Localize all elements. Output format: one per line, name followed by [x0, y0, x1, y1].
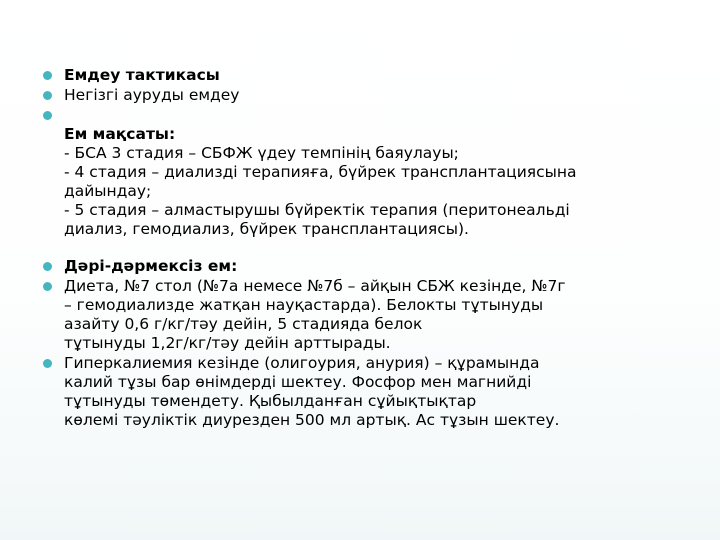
item-line: - БСА 3 стадия – СБФЖ үдеу темпінің баяулауы; [64, 144, 459, 162]
list-item [40, 86, 680, 105]
item-line: калий тұзы бар өнімдерді шектеу. Фосфор мен магнийді [64, 373, 532, 391]
item-text: Емдеу тактикасы [64, 66, 220, 84]
item-line: көлемі тәуліктік диурезден 500 мл артық. Ас тұзын шектеу. [64, 411, 560, 429]
bullet-icon [43, 262, 52, 271]
item-line: - 5 стадия – алмастырушы бүйректік терапия (перитонеальді [64, 201, 570, 219]
item-line: азайту 0,6 г/кг/тәу дейін, 5 стадияда белок [64, 315, 423, 333]
list-item [40, 257, 680, 276]
item-line: дайындау; [64, 182, 152, 200]
item-line: тұтынуды 1,2г/кг/тәу дейін арттырады. [64, 334, 391, 352]
bullet-icon [43, 282, 52, 291]
item-text: Негізгі ауруды емдеу [64, 86, 240, 104]
list-item [40, 354, 680, 430]
item-text: Дәрі-дәрмексіз ем: [64, 257, 238, 275]
item-line: Диета, №7 стол (№7а немесе №7б – айқын СБЖ кезінде, №7г [64, 277, 566, 295]
bullet-icon [43, 111, 52, 120]
item-line: - 4 стадия – диализді терапияға, бүйрек трансплантациясына [64, 163, 577, 181]
list-item [40, 66, 680, 85]
list-item [40, 106, 680, 239]
list-item [40, 277, 680, 353]
bullet-icon [43, 359, 52, 368]
bullet-icon [43, 91, 52, 100]
item-line: диализ, гемодиализ, бүйрек трансплантациясы). [64, 220, 469, 238]
item-line: – гемодиализде жатқан науқастарда). Белокты тұтынуды [64, 296, 544, 314]
bullet-icon [43, 71, 52, 80]
bullet-list [40, 66, 680, 430]
item-line: Гиперкалиемия кезінде (олигоурия, анурия) – құрамында [64, 354, 540, 372]
item-heading: Ем мақсаты: [64, 125, 176, 143]
item-line: тұтынуды төмендету. Қыбылданған сұйықтықтар [64, 392, 477, 410]
